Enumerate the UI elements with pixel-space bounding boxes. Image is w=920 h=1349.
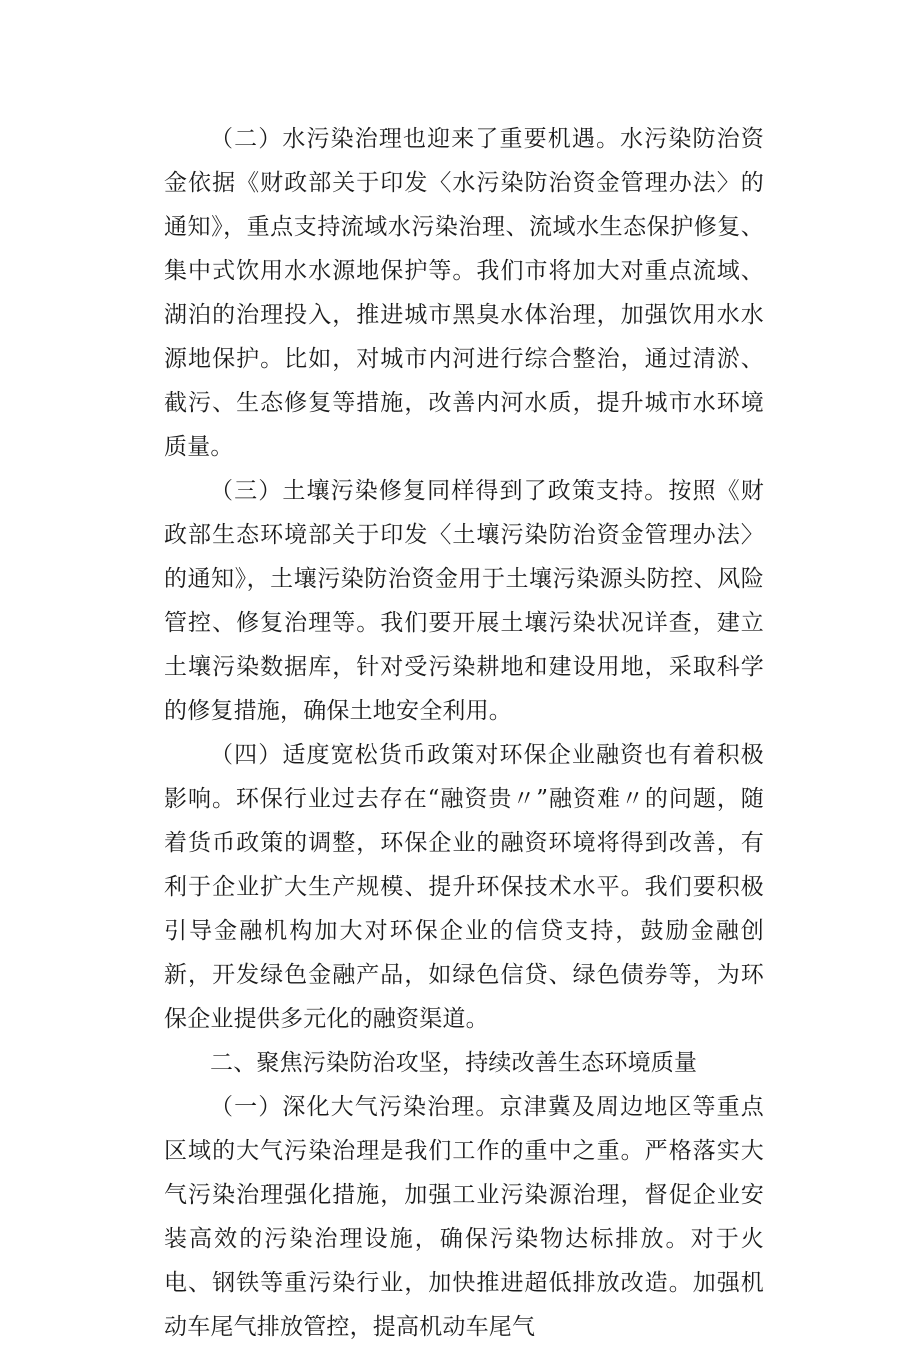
paragraph-soil-pollution: （三）土壤污染修复同样得到了政策支持。按照《财政部生态环境部关于印发〈土壤污染防治资金管理办法〉的通知》，土壤污染防治资金用于土壤污染源头防控、风险管控、修复治理等。我们要开展土壤污染状况详查，建立土壤污染数据库，针对受污染耕地和建设用地，采取科学的修复措施，确保土地安全利用。 xyxy=(164,478,764,724)
document-page xyxy=(164,117,764,1349)
paragraph-monetary-policy: （四）适度宽松货币政策对环保企业融资也有着积极影响。环保行业过去存在“融资贵〃”融资难〃的问题，随着货币政策的调整，环保企业的融资环境将得到改善，有利于企业扩大生产规模、提升环保技术水平。我们要积极引导金融机构加大对环保企业的信贷支持，鼓励金融创新，开发绿色金融产品，如绿色信贷、绿色债券等，为环保企业提供多元化的融资渠道。 xyxy=(164,742,764,1032)
section-heading: 二、聚焦污染防治攻坚，持续改善生态环境质量 xyxy=(210,1050,698,1076)
paragraph-air-pollution: （一）深化大气污染治理。京津冀及周边地区等重点区域的大气污染治理是我们工作的重中之重。严格落实大气污染治理强化措施，加强工业污染源治理，督促企业安装高效的污染治理设施，确保污染物达标排放。对于火电、钢铁等重污染行业，加快推进超低排放改造。加强机动车尾气排放管控，提高机动车尾气 xyxy=(164,1094,764,1340)
paragraph-water-pollution: （二）水污染治理也迎来了重要机遇。水污染防治资金依据《财政部关于印发〈水污染防治资金管理办法〉的通知》，重点支持流域水污染治理、流域水生态保护修复、集中式饮用水水源地保护等。我们市将加大对重点流域、湖泊的治理投入，推进城市黑臭水体治理，加强饮用水水源地保护。比如，对城市内河进行综合整治，通过清淤、截污、生态修复等措施，改善内河水质，提升城市水环境质量。 xyxy=(164,126,764,460)
